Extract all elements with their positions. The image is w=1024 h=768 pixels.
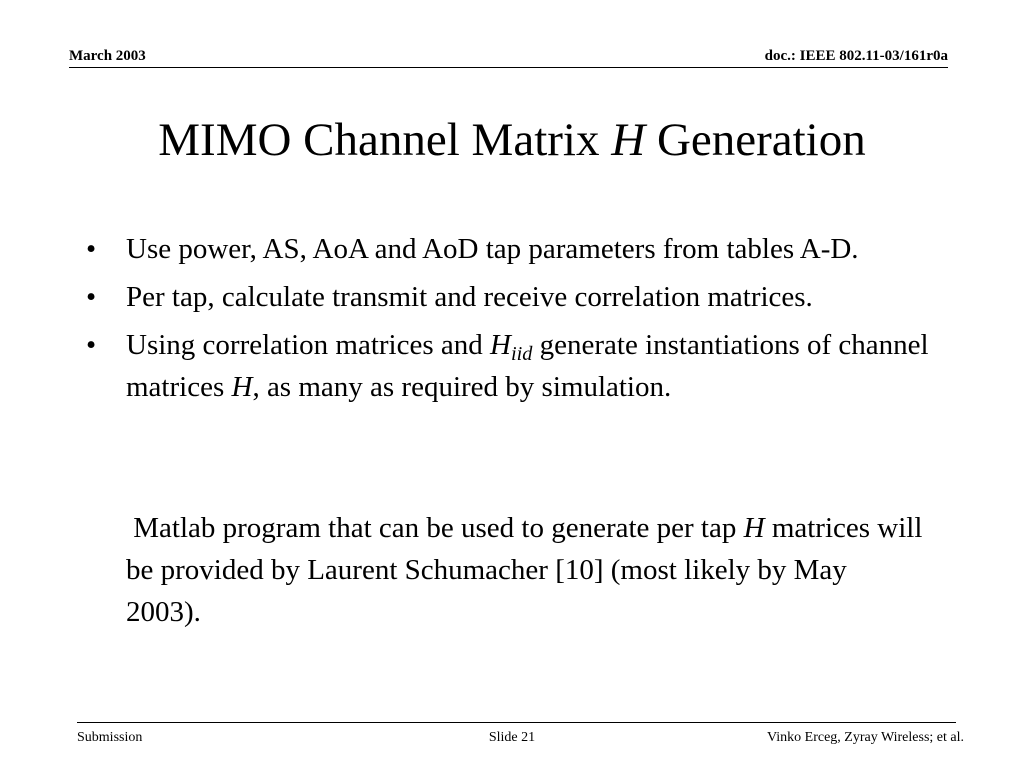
- bullet-marker: •: [86, 233, 97, 265]
- note-text-b: matrices will be provided by Laurent Schumacher [10] (most likely by May 2003).: [126, 512, 923, 628]
- slide-title: [0, 112, 1024, 168]
- header-date: March 2003: [69, 48, 146, 64]
- bullet-item-3: [86, 324, 946, 408]
- title-variable-h: H: [611, 114, 646, 166]
- title-text-pre: MIMO Channel Matrix: [158, 114, 612, 166]
- variable-h: H: [231, 371, 253, 403]
- bullet-text-2: Per tap, calculate transmit and receive correlation matrices.: [126, 281, 813, 313]
- bullet-item-2: [86, 276, 946, 318]
- bullet-text-3a: Using correlation matrices and: [126, 329, 490, 361]
- variable-h: H: [490, 329, 511, 361]
- header-doc-id: doc.: IEEE 802.11-03/161r0a: [764, 48, 948, 64]
- bullet-marker: •: [86, 329, 97, 361]
- footer-authors: Vinko Erceg, Zyray Wireless; et al.: [767, 730, 964, 745]
- bullet-text-3c: , as many as required by simulation.: [252, 371, 672, 403]
- footer-divider: [77, 722, 956, 723]
- bullet-list: [86, 228, 946, 414]
- bullet-text-1: Use power, AS, AoA and AoD tap parameters from tables A-D.: [126, 233, 859, 265]
- title-text-post: Generation: [645, 114, 866, 166]
- variable-h-subscript: iid: [510, 343, 533, 366]
- footer-submission: Submission: [77, 730, 143, 745]
- bullet-text-3b: generate instantiations of channel matrices: [126, 329, 929, 403]
- bullet-item-1: [86, 228, 946, 270]
- variable-h: H: [743, 512, 765, 544]
- header-divider: [69, 67, 948, 68]
- footer-slide-number: Slide 21: [488, 730, 536, 745]
- bullet-marker: •: [86, 281, 97, 313]
- note-text-a: Matlab program that can be used to generate per tap: [133, 512, 744, 544]
- matlab-note: [126, 507, 926, 633]
